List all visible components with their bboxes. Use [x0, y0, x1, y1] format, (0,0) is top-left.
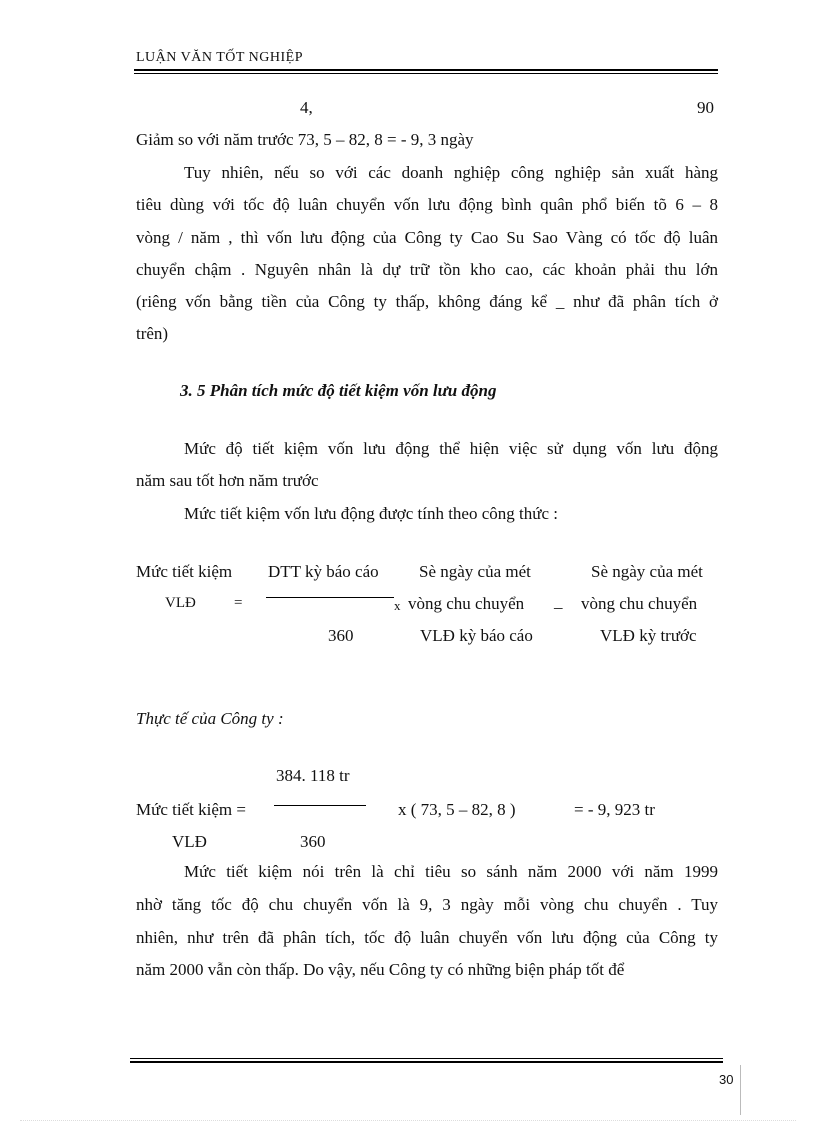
footer-rule-thin	[130, 1058, 723, 1059]
para2-line-1: Mức độ tiết kiệm vốn lưu động thể hiện việc sử dụng vốn lưu động	[184, 439, 718, 458]
formula-fraction-bar	[266, 597, 394, 598]
footer-vertical-rule	[740, 1065, 741, 1115]
formula-term2-line3: VLĐ kỳ trước	[600, 626, 697, 645]
para3-line-3: nhiên, như trên đã phân tích, tốc độ luân chuyển vốn lưu động của Công ty	[136, 928, 718, 947]
formula-intro: Mức tiết kiệm vốn lưu động được tính theo công thức :	[184, 504, 558, 523]
para1-line-2: tiêu dùng với tốc độ luân chuyển vốn lưu động bình quân phổ biến tõ 6 – 8	[136, 195, 718, 214]
formula-term2-line2: vòng chu chuyển	[581, 594, 698, 613]
header-rule-thin	[134, 73, 718, 74]
para3-line-4: năm 2000 vẫn còn thấp. Do vậy, nếu Công ty có những biện pháp tốt để	[136, 960, 625, 979]
formula-term1-line3: VLĐ kỳ báo cáo	[420, 626, 533, 645]
para1-line-5: (riêng vốn bằng tiền của Công ty thấp, không đáng kể _ như đã phân tích ở	[136, 292, 718, 311]
para2-line-2: năm sau tốt hơn năm trước	[136, 471, 319, 490]
formula-equals: =	[234, 595, 243, 611]
calc-denominator: 360	[300, 832, 326, 851]
formula-times: x	[394, 598, 401, 613]
decrease-line: Giảm so với năm trước 73, 5 – 82, 8 = - 9, 3 ngày	[136, 130, 474, 149]
actual-label: Thực tế của Công ty :	[136, 709, 284, 728]
fragment-left: 4,	[300, 98, 313, 117]
running-header-title: LUẬN VĂN TỐT NGHIỆP	[136, 50, 303, 65]
calc-result: = - 9, 923 tr	[574, 800, 655, 819]
para3-line-2: nhờ tăng tốc độ chu chuyển vốn là 9, 3 ngày mỗi vòng chu chuyển . Tuy	[136, 895, 718, 914]
header-rule-thick	[134, 69, 718, 71]
section-heading: 3. 5 Phân tích mức độ tiết kiệm vốn lưu động	[180, 381, 497, 400]
formula-denominator: 360	[328, 626, 354, 645]
calc-numerator: 384. 118 tr	[276, 766, 350, 785]
formula-numerator: DTT kỳ báo cáo	[268, 562, 379, 581]
formula-term1-line2: vòng chu chuyển	[408, 594, 525, 613]
calc-fraction-bar	[274, 805, 366, 806]
page-number: 30	[719, 1072, 734, 1087]
para1-line-4: chuyển chậm . Nguyên nhân là dự trữ tồn kho cao, các khoản phải thu lớn	[136, 260, 718, 279]
formula-minus: _	[554, 592, 563, 611]
formula-term2-line1: Sè ngày của mét	[591, 562, 703, 581]
footer-rule-thick	[130, 1061, 723, 1063]
formula-lhs-line1: Mức tiết kiệm	[136, 562, 233, 581]
formula-lhs-line2: VLĐ	[165, 595, 196, 611]
fragment-right: 90	[697, 98, 714, 117]
para3-line-1: Mức tiết kiệm nói trên là chỉ tiêu so sánh năm 2000 với năm 1999	[184, 862, 718, 881]
para1-line-6: trên)	[136, 324, 169, 343]
para1-line-3: vòng / năm , thì vốn lưu động của Công ty Cao Su Sao Vàng có tốc độ luân	[136, 228, 718, 247]
calc-lhs-line2: VLĐ	[172, 832, 207, 851]
para1-line-1: Tuy nhiên, nếu so với các doanh nghiệp công nghiệp sản xuất hàng	[184, 163, 718, 182]
calc-lhs-line1: Mức tiết kiệm =	[136, 800, 246, 819]
page-bottom-border	[20, 1120, 796, 1121]
calc-bracket: x ( 73, 5 – 82, 8 )	[398, 800, 516, 819]
formula-term1-line1: Sè ngày của mét	[419, 562, 531, 581]
